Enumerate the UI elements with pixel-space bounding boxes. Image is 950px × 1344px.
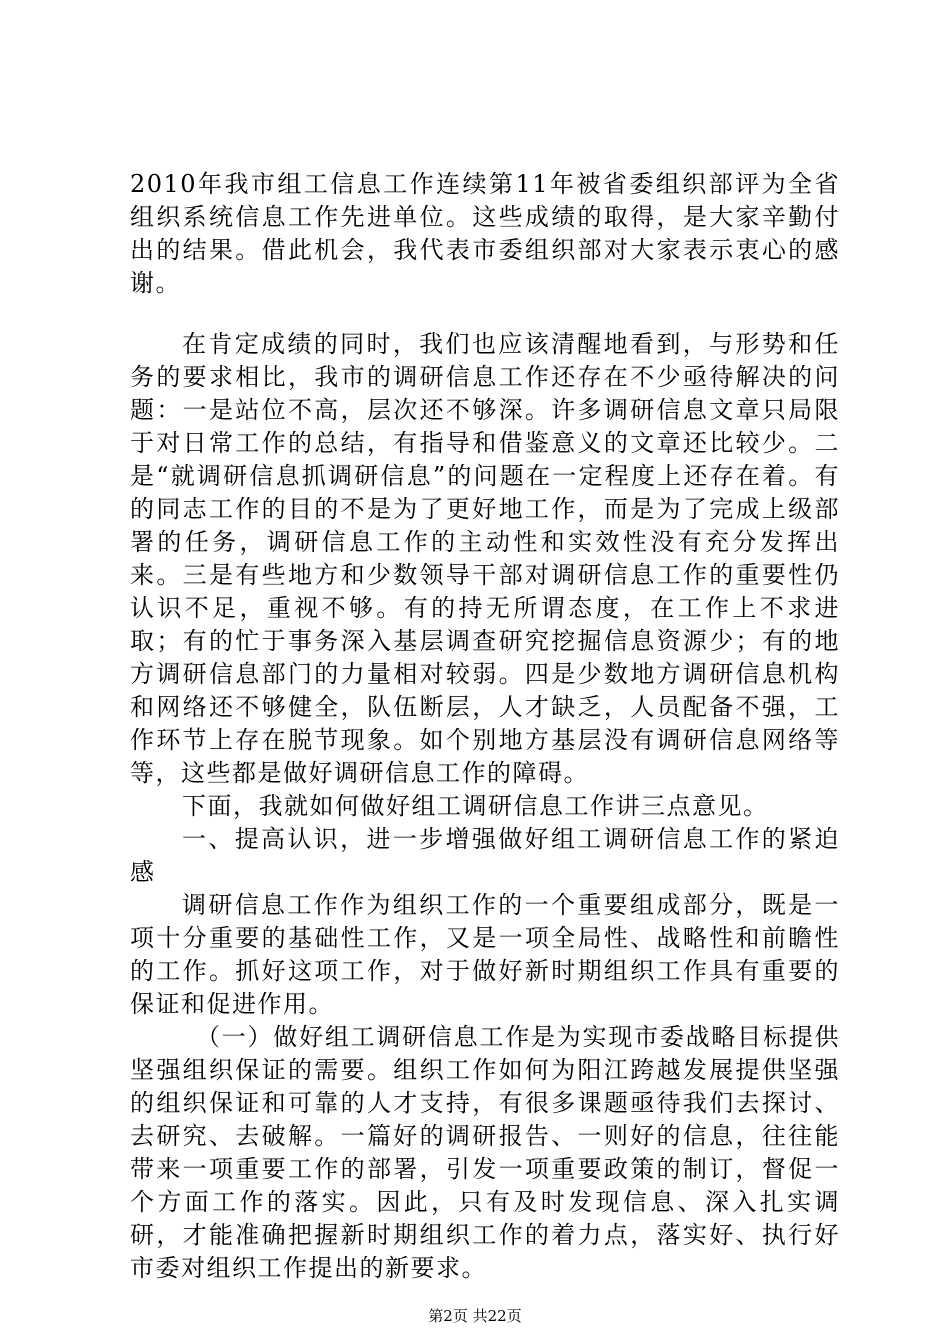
document-body [130,168,840,1285]
paragraph-importance: 调研信息工作作为组织工作的一个重要组成部分，既是一项十分重要的基础性工作，又是一项全局性、战略性和前瞻性的工作。抓好这项工作，对于做好新时期组织工作具有重要的保证和促进作用。 [130,891,840,1018]
paragraph-problems: 在肯定成绩的同时，我们也应该清醒地看到，与形势和任务的要求相比，我市的调研信息工作还存在不少亟待解决的问题：一是站位不高，层次还不够深。许多调研信息文章只局限于对日常工作的总结，有指导和借鉴意义的文章还比较少。二是“就调研信息抓调研信息”的问题在一定程度上还存在着。有的同志工作的目的不是为了更好地工作，而是为了完成上级部署的任务，调研信息工作的主动性和实效性没有充分发挥出来。三是有些地方和少数领导干部对调研信息工作的重要性仍认识不足，重视不够。有的持无所谓态度，在工作上不求进取；有的忙于事务深入基层调查研究挖掘信息资源少；有的地方调研信息部门的力量相对较弱。四是少数地方调研信息机构和网络还不够健全，队伍断层，人才缺乏，人员配备不强，工作环节上存在脱节现象。如个别地方基层没有调研信息网络等等，这些都是做好调研信息工作的障碍。 [130,330,840,787]
paragraph-achievements: 2010年我市组工信息工作连续第11年被省委组织部评为全省组织系统信息工作先进单位。这些成绩的取得，是大家辛勤付出的结果。借此机会，我代表市委组织部对大家表示衷心的感谢。 [130,170,840,297]
paragraph-intro: 下面，我就如何做好组工调研信息工作讲三点意见。 [182,792,769,820]
paragraph-gap [130,300,840,328]
section-heading-1: 一、提高认识，进一步增强做好组工调研信息工作的紧迫感 [130,825,840,886]
paragraph-subsection-1: （一）做好组工调研信息工作是为实现市委战略目标提供坚强组织保证的需要。组织工作如何为阳江跨越发展提供坚强的组织保证和可靠的人才支持，有很多课题亟待我们去探讨、去研究、去破解。一篇好的调研报告、一则好的信息，往往能带来一项重要工作的部署，引发一项重要政策的制订，督促一个方面工作的落实。因此，只有及时发现信息、深入扎实调研，才能准确把握新时期组织工作的着力点，落实好、执行好市委对组织工作提出的新要求。 [130,1023,840,1282]
page-number-footer: 第2页 共22页 [428,1307,522,1325]
